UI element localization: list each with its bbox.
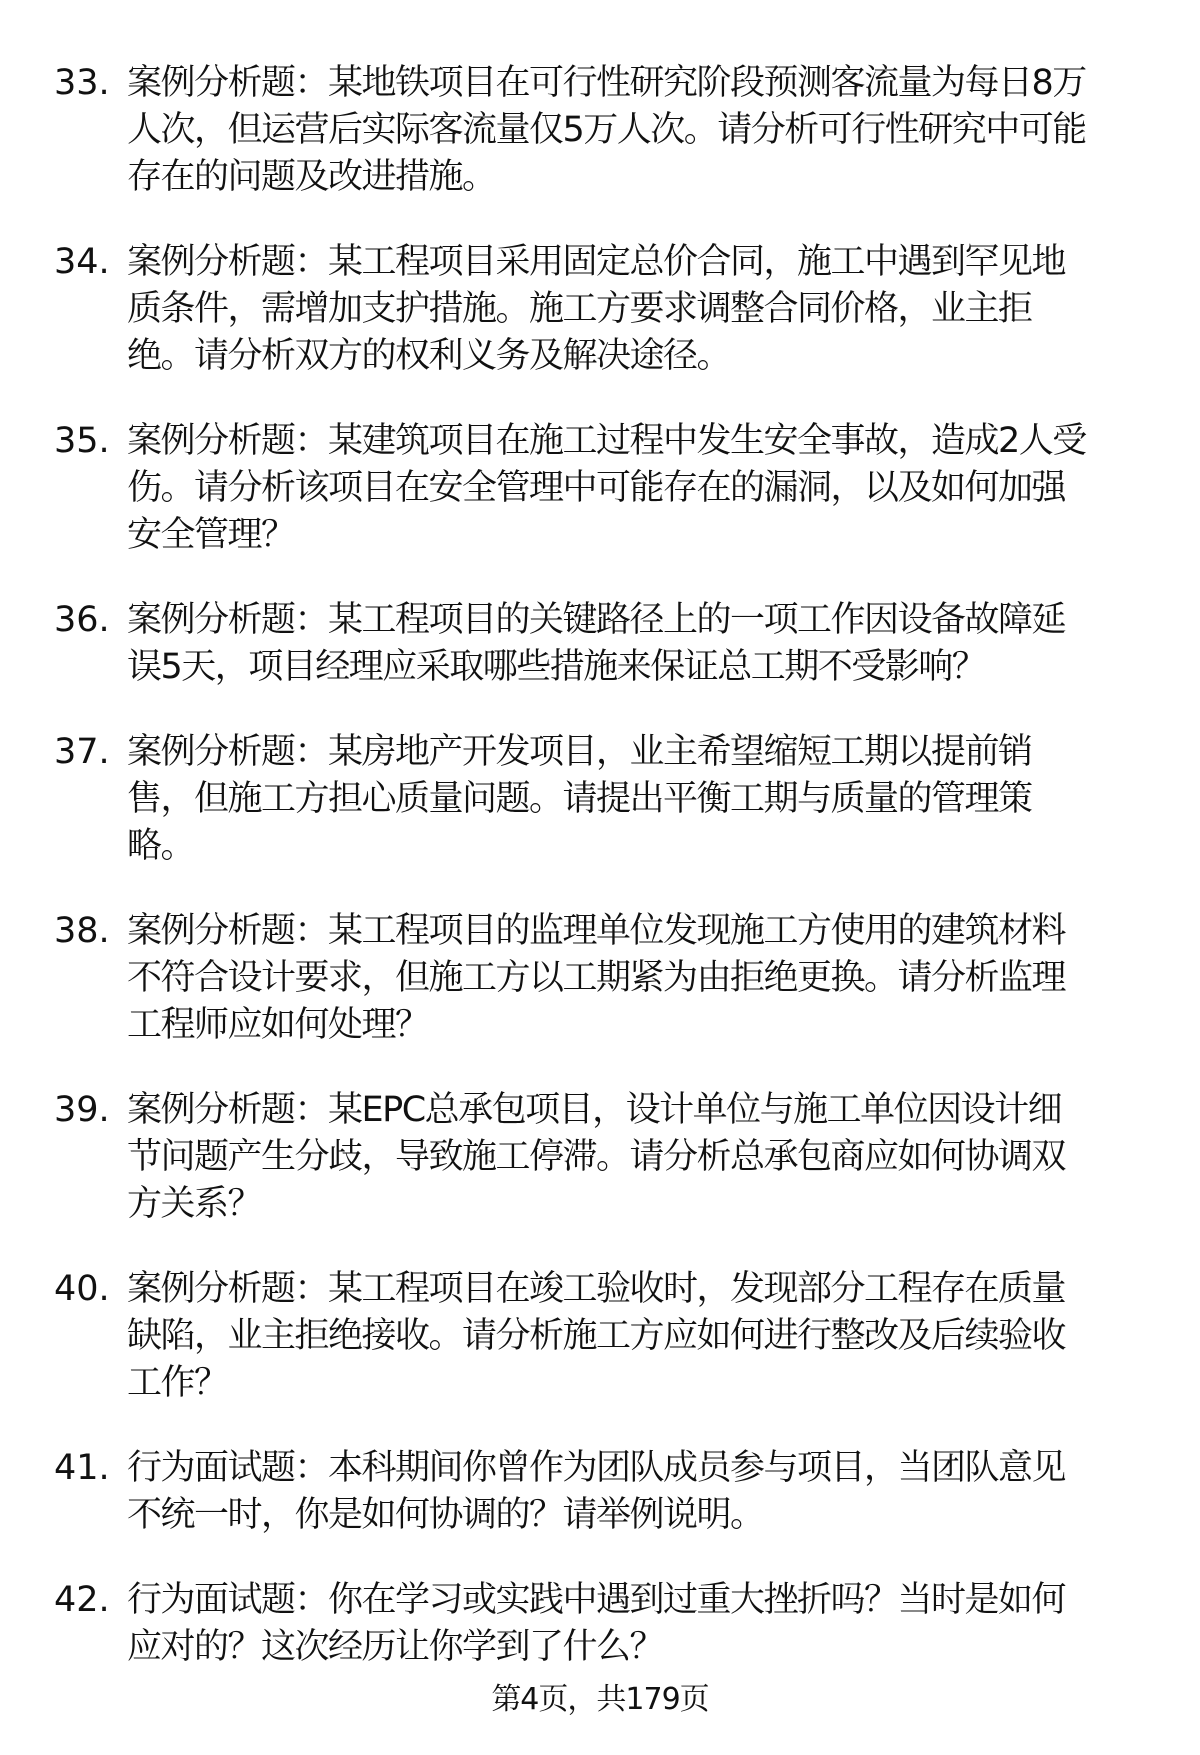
question-number: 41. [54,1448,110,1488]
question-text-line: 工作？ [127,1363,228,1403]
question-text-line: 质条件，需增加支护措施。施工方要求调整合同价格，业主拒 [127,289,1032,329]
question-text-line: 案例分析题：某工程项目在竣工验收时，发现部分工程存在质量 [127,1269,1066,1309]
question-item [0,60,1200,201]
question-text-line: 案例分析题：某EPC总承包项目，设计单位与施工单位因设计细 [127,1090,1062,1130]
question-number: 38. [54,911,110,951]
question-text-line: 节问题产生分歧，导致施工停滞。请分析总承包商应如何协调双 [127,1137,1066,1177]
page-indicator: 第4页，共179页 [491,1682,709,1717]
question-text-line: 略。 [127,826,195,866]
question-text-line: 案例分析题：某工程项目的监理单位发现施工方使用的建筑材料 [127,911,1066,951]
question-text [127,60,1200,201]
question-text-line: 案例分析题：某工程项目采用固定总价合同，施工中遇到罕见地 [127,242,1066,282]
question-text-line: 绝。请分析双方的权利义务及解决途径。 [127,336,731,376]
question-list [0,60,1200,1709]
question-text [127,1577,1200,1671]
question-text-line: 人次，但运营后实际客流量仅5万人次。请分析可行性研究中可能 [127,110,1086,150]
question-text-line: 方关系？ [127,1184,262,1224]
question-item [0,729,1200,870]
question-text [127,1087,1200,1228]
question-item [0,1266,1200,1407]
question-number: 36. [54,600,110,640]
question-text-line: 应对的？这次经历让你学到了什么？ [127,1627,664,1667]
question-item [0,1445,1200,1539]
question-item [0,908,1200,1049]
question-number: 42. [54,1580,110,1620]
question-text [127,729,1200,870]
question-text-line: 存在的问题及改进措施。 [127,157,496,197]
question-text [127,418,1200,559]
question-text-line: 安全管理？ [127,515,295,555]
question-item [0,239,1200,380]
question-text [127,908,1200,1049]
question-text-line: 工程师应如何处理？ [127,1005,429,1045]
question-text-line: 案例分析题：某建筑项目在施工过程中发生安全事故，造成2人受 [127,421,1086,461]
question-number: 37. [54,732,110,772]
question-item [0,1577,1200,1671]
question-text-line: 案例分析题：某地铁项目在可行性研究阶段预测客流量为每日8万 [127,63,1086,103]
question-text-line: 伤。请分析该项目在安全管理中可能存在的漏洞，以及如何加强 [127,468,1066,508]
question-text-line: 行为面试题：你在学习或实践中遇到过重大挫折吗？当时是如何 [127,1580,1066,1620]
question-text-line: 缺陷，业主拒绝接收。请分析施工方应如何进行整改及后续验收 [127,1316,1066,1356]
question-text-line: 行为面试题：本科期间你曾作为团队成员参与项目，当团队意见 [127,1448,1066,1488]
question-number: 34. [54,242,110,282]
question-item [0,597,1200,691]
question-text-line: 不符合设计要求，但施工方以工期紧为由拒绝更换。请分析监理 [127,958,1066,998]
question-number: 39. [54,1090,110,1130]
question-text [127,1445,1200,1539]
question-item [0,1087,1200,1228]
question-number: 40. [54,1269,110,1309]
question-text [127,597,1200,691]
question-text [127,239,1200,380]
question-number: 35. [54,421,110,461]
question-number: 33. [54,63,110,103]
question-text-line: 误5天，项目经理应采取哪些措施来保证总工期不受影响？ [127,647,986,687]
question-text [127,1266,1200,1407]
question-text-line: 售，但施工方担心质量问题。请提出平衡工期与质量的管理策 [127,779,1032,819]
question-text-line: 案例分析题：某工程项目的关键路径上的一项工作因设备故障延 [127,600,1066,640]
question-text-line: 不统一时，你是如何协调的？请举例说明。 [127,1495,764,1535]
question-item [0,418,1200,559]
question-text-line: 案例分析题：某房地产开发项目，业主希望缩短工期以提前销 [127,732,1032,772]
